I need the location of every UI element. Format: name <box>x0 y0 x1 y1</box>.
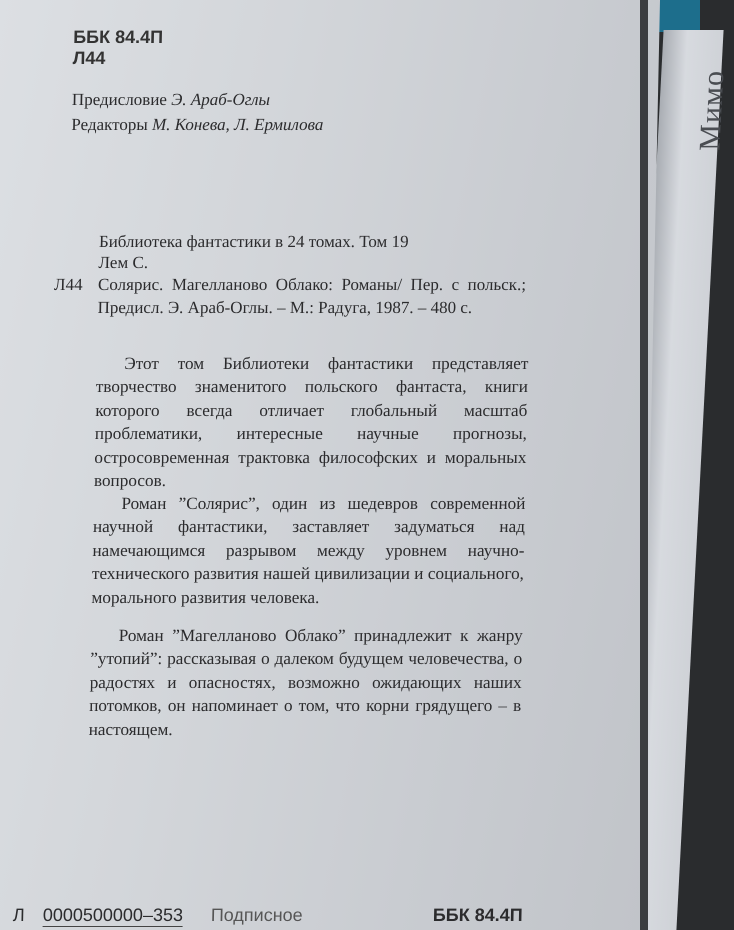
annotation-text: Этот том Библиотеки фантастики представляет творчество знаменитого польского фантаста, книги которого всегда отличает глобальный масштаб проблематики, интересные научные прогнозы, остросовременная трактовка философских и моральных вопросов. <box>93 354 529 491</box>
catalog-code: Л44 <box>53 275 83 294</box>
catalog-author: Лем С. <box>98 253 149 272</box>
preface-author: Э. Араб-Оглы <box>171 90 271 109</box>
annotation-text: Роман ”Солярис”, один из шедевров современной научной фантастики, заставляет задуматься над намечающимся разрывом между уровнем научно-технического развития нашей цивилизации и социального, морального развития человека. <box>91 494 526 607</box>
footer-letter: Л <box>12 905 25 925</box>
page-gutter-shadow <box>640 0 648 930</box>
footer-code: 0000500000–353 <box>42 905 184 925</box>
bibliographic-entry: Солярис. Магелланово Облако: Романы/ Пер. с польск.; Предисл. Э. Араб-Оглы. – М.: Радуга, 1987. – 480 с. <box>97 275 527 317</box>
series-title: Библиотека фантастики в 24 томах. Том 19 <box>98 232 409 251</box>
adjacent-page-text: Мимо <box>693 70 731 151</box>
bbk-classification: ББК 84.4П <box>73 27 164 47</box>
footer-bbk: ББК 84.4П <box>432 905 523 925</box>
editors-label: Редакторы <box>71 115 149 134</box>
footer-partial-text: Подписное <box>210 905 303 925</box>
preface-label: Предисловие <box>71 90 168 109</box>
annotation-paragraph-1 <box>94 352 529 492</box>
annotation-paragraph-3 <box>88 624 522 741</box>
annotation-text: Роман ”Магелланово Облако” принадлежит к жанру ”утопий”: рассказывая о далеком будущем человечества, о радостях и опасностях, возможно ожидающих наших потомков, он напоминает о том, что корни грядущего – в настоящем. <box>88 626 523 739</box>
editors-credit <box>71 115 323 135</box>
annotation-paragraph-2 <box>91 492 525 609</box>
editors-names: М. Конева, Л. Ермилова <box>151 115 324 134</box>
author-code: Л44 <box>72 48 106 68</box>
preface-credit <box>72 90 271 110</box>
